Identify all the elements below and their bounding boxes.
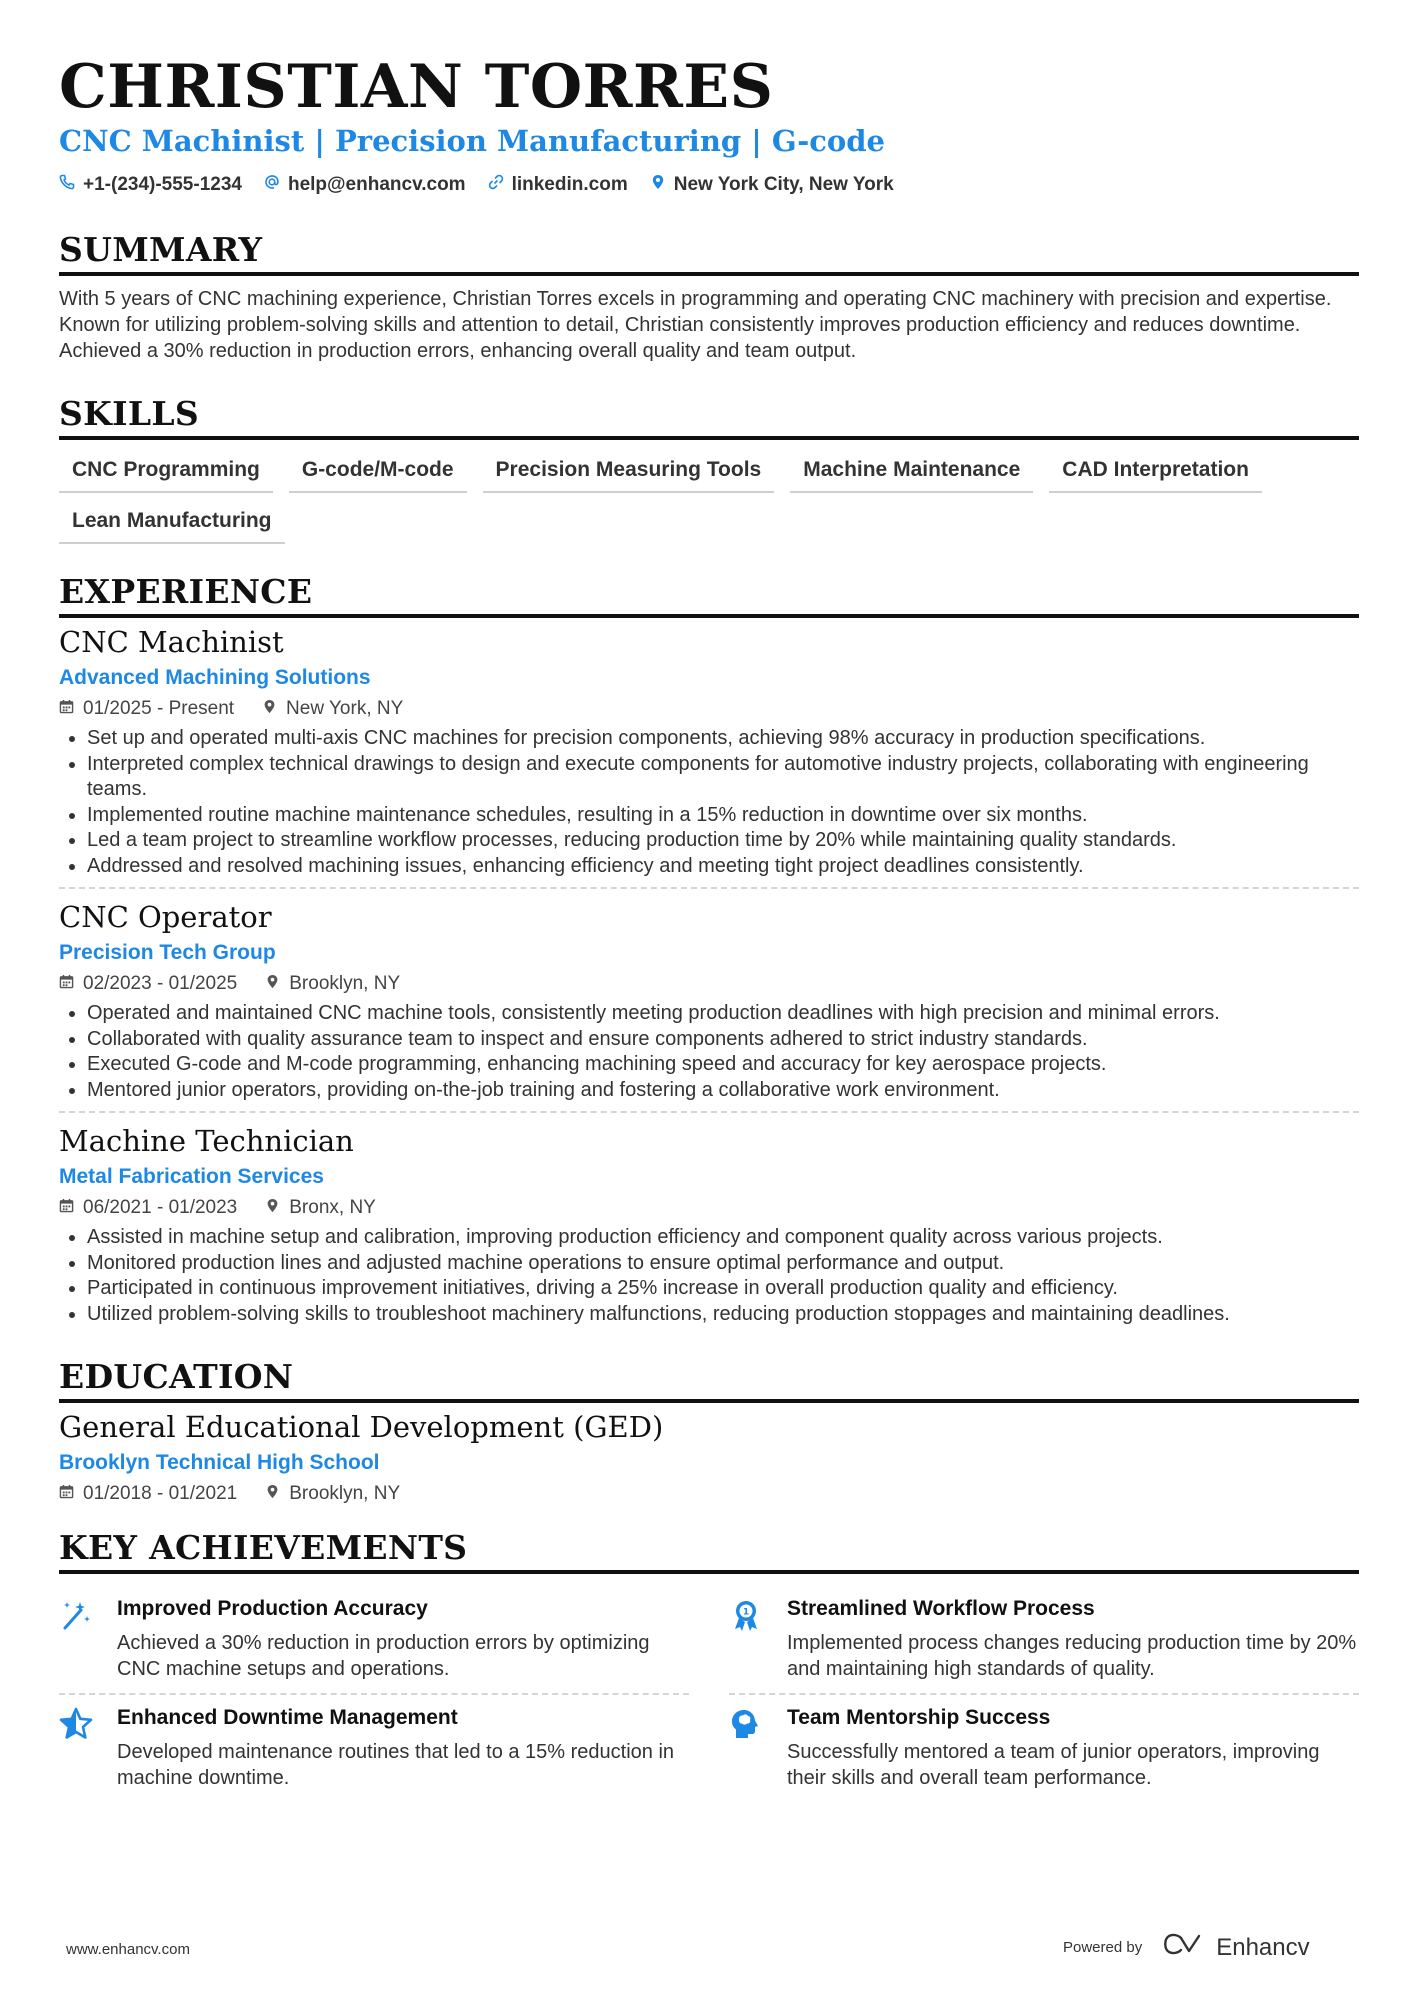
- footer-branding: [1063, 1932, 1310, 1963]
- job-location-text: Brooklyn, NY: [289, 973, 401, 994]
- skill-tag: CNC Programming: [59, 452, 273, 493]
- skills-section: [59, 394, 1359, 544]
- job-meta: [59, 972, 1359, 996]
- job-location-text: Bronx, NY: [289, 1197, 376, 1218]
- education-dates-text: 01/2018 - 01/2021: [83, 1483, 238, 1504]
- achievement-title: Enhanced Downtime Management: [117, 1706, 458, 1729]
- job-bullet: • Addressed and resolved machining issues, enhancing efficiency and meeting tight project deadlines consistently.: [87, 854, 1359, 880]
- contact-bar: [59, 174, 1359, 196]
- achievement-desc: Successfully mentored a team of junior operators, improving their skills and overall team performance.: [787, 1741, 1320, 1789]
- contact-email[interactable]: [264, 174, 466, 196]
- skill-tag: Lean Manufacturing: [59, 503, 285, 544]
- contact-location: [650, 174, 894, 196]
- award-medal-icon: [729, 1596, 769, 1682]
- job-bullet: • Assisted in machine setup and calibration, improving production efficiency and component quality across various projects.: [87, 1225, 1359, 1251]
- powered-by-label: Powered by: [1063, 1939, 1143, 1956]
- job-bullets: [59, 726, 1359, 879]
- education-degree: General Educational Development (GED): [59, 1410, 664, 1444]
- achievement-item: [729, 1586, 1359, 1695]
- job-meta: [59, 697, 1359, 721]
- at-icon: [264, 174, 280, 196]
- location-pin-icon: [265, 972, 280, 996]
- job-company: Metal Fabrication Services: [59, 1165, 324, 1188]
- job-bullet: • Participated in continuous improvement initiatives, driving a 25% increase in overall production quality and efficiency.: [87, 1276, 1359, 1302]
- job-bullet: • Operated and maintained CNC machine tools, consistently meeting production deadlines with high precision and minimal errors.: [87, 1001, 1359, 1027]
- section-title-achievements: KEY ACHIEVEMENTS: [59, 1528, 1359, 1574]
- education-entry: [59, 1409, 1359, 1514]
- job-bullet: • Interpreted complex technical drawings to design and execute components for automotive industry projects, collaborating with engineering teams.: [87, 752, 1359, 803]
- job-dates: [59, 1196, 237, 1220]
- location-pin-icon: [265, 1196, 280, 1220]
- job-location-text: New York, NY: [286, 698, 404, 719]
- job-title: Machine Technician: [59, 1124, 354, 1158]
- job-bullet: • Mentored junior operators, providing on-the-job training and fostering a collaborative work environment.: [87, 1078, 1359, 1104]
- job-company: Precision Tech Group: [59, 941, 276, 964]
- footer-website[interactable]: www.enhancv.com: [66, 1941, 190, 1958]
- job-entry: [59, 1123, 1359, 1335]
- education-location-text: Brooklyn, NY: [289, 1483, 401, 1504]
- summary-section: [59, 230, 1359, 364]
- job-dates-text: 01/2025 - Present: [83, 698, 235, 719]
- job-dates-text: 06/2021 - 01/2023: [83, 1197, 238, 1218]
- job-dates-text: 02/2023 - 01/2025: [83, 973, 238, 994]
- experience-section: [59, 572, 1359, 1335]
- job-bullet: • Collaborated with quality assurance team to inspect and ensure components adhered to strict industry standards.: [87, 1027, 1359, 1053]
- contact-linkedin-text: linkedin.com: [511, 174, 628, 195]
- location-pin-icon: [650, 174, 666, 196]
- job-entry: [59, 624, 1359, 889]
- achievement-item: [59, 1695, 689, 1802]
- calendar-icon: [59, 972, 74, 996]
- job-bullets: [59, 1225, 1359, 1327]
- job-title: CNC Operator: [59, 900, 272, 934]
- enhancv-logo-icon: [1162, 1932, 1208, 1963]
- achievements-section: [59, 1528, 1359, 1802]
- job-bullet: • Monitored production lines and adjusted machine operations to ensure optimal performance and output.: [87, 1251, 1359, 1277]
- job-bullet: • Utilized problem-solving skills to troubleshoot machinery malfunctions, reducing production stoppages and maintaining deadlines.: [87, 1302, 1359, 1328]
- contact-location-text: New York City, New York: [673, 174, 894, 195]
- section-title-experience: EXPERIENCE: [59, 572, 1359, 618]
- calendar-icon: [59, 1196, 74, 1220]
- skill-tag: Precision Measuring Tools: [483, 452, 775, 493]
- achievements-grid: [59, 1586, 1359, 1802]
- achievement-desc: Developed maintenance routines that led to a 15% reduction in machine downtime.: [117, 1741, 675, 1789]
- phone-icon: [59, 174, 75, 196]
- candidate-name: CHRISTIAN TORRES: [59, 52, 774, 122]
- education-dates: [59, 1482, 237, 1506]
- magic-wand-icon: [59, 1596, 99, 1682]
- resume-page: [59, 52, 1359, 1802]
- enhancv-logo[interactable]: [1162, 1932, 1309, 1963]
- contact-phone[interactable]: [59, 174, 242, 196]
- job-bullet: • Led a team project to streamline workflow processes, reducing production time by 20% while maintaining quality standards.: [87, 828, 1359, 854]
- candidate-headline: CNC Machinist | Precision Manufacturing | G-code: [59, 124, 885, 158]
- link-icon: [488, 174, 504, 196]
- achievement-title: Team Mentorship Success: [787, 1706, 1051, 1729]
- star-icon: [59, 1705, 99, 1791]
- skill-tag: G-code/M-code: [289, 452, 467, 493]
- job-bullets: [59, 1001, 1359, 1103]
- achievement-title: Improved Production Accuracy: [117, 1597, 428, 1620]
- job-dates: [59, 697, 234, 721]
- skill-tag: Machine Maintenance: [790, 452, 1033, 493]
- achievement-item: [729, 1695, 1359, 1802]
- job-location: [265, 1196, 376, 1220]
- location-pin-icon: [262, 697, 277, 721]
- education-section: [59, 1357, 1359, 1514]
- job-title: CNC Machinist: [59, 625, 284, 659]
- section-title-skills: SKILLS: [59, 394, 1359, 440]
- job-bullet: • Set up and operated multi-axis CNC machines for precision components, achieving 98% accuracy in production specifications.: [87, 726, 1359, 752]
- achievement-title: Streamlined Workflow Process: [787, 1597, 1095, 1620]
- enhancv-logo-text: Enhancv: [1216, 1933, 1310, 1961]
- job-company: Advanced Machining Solutions: [59, 666, 371, 689]
- education-school: Brooklyn Technical High School: [59, 1451, 380, 1474]
- skill-tag: CAD Interpretation: [1049, 452, 1262, 493]
- contact-linkedin[interactable]: [488, 174, 628, 196]
- job-bullet: • Executed G-code and M-code programming, enhancing machining speed and accuracy for key aerospace projects.: [87, 1052, 1359, 1078]
- education-meta: [59, 1482, 1359, 1506]
- job-location: [262, 697, 403, 721]
- summary-text: With 5 years of CNC machining experience, Christian Torres excels in programming and operating CNC machinery with precision and expertise. Known for utilizing problem-solving skills and attention to detail, Christian consistently improves production efficiency and reduces downtime. Achieved a 30% reduction in production errors, enhancing overall quality and team output.: [59, 288, 1332, 362]
- calendar-icon: [59, 697, 74, 721]
- contact-email-text: help@enhancv.com: [287, 174, 466, 195]
- skills-list: [59, 452, 1359, 544]
- svg-text:1: 1: [742, 1607, 750, 1618]
- contact-phone-text: +1-(234)-555-1234: [83, 174, 242, 195]
- section-title-summary: SUMMARY: [59, 230, 1359, 276]
- achievement-item: [59, 1586, 689, 1695]
- education-location: [265, 1482, 400, 1506]
- section-title-education: EDUCATION: [59, 1357, 1359, 1403]
- job-bullet: • Implemented routine machine maintenance schedules, resulting in a 15% reduction in downtime over six months.: [87, 803, 1359, 829]
- location-pin-icon: [265, 1482, 280, 1506]
- job-entry: [59, 899, 1359, 1113]
- job-location: [265, 972, 400, 996]
- calendar-icon: [59, 1482, 74, 1506]
- job-meta: [59, 1196, 1359, 1220]
- job-dates: [59, 972, 237, 996]
- achievement-desc: Achieved a 30% reduction in production errors by optimizing CNC machine setups and operations.: [117, 1632, 650, 1680]
- head-brain-icon: [729, 1705, 769, 1791]
- achievement-desc: Implemented process changes reducing production time by 20% and maintaining high standards of quality.: [787, 1632, 1357, 1680]
